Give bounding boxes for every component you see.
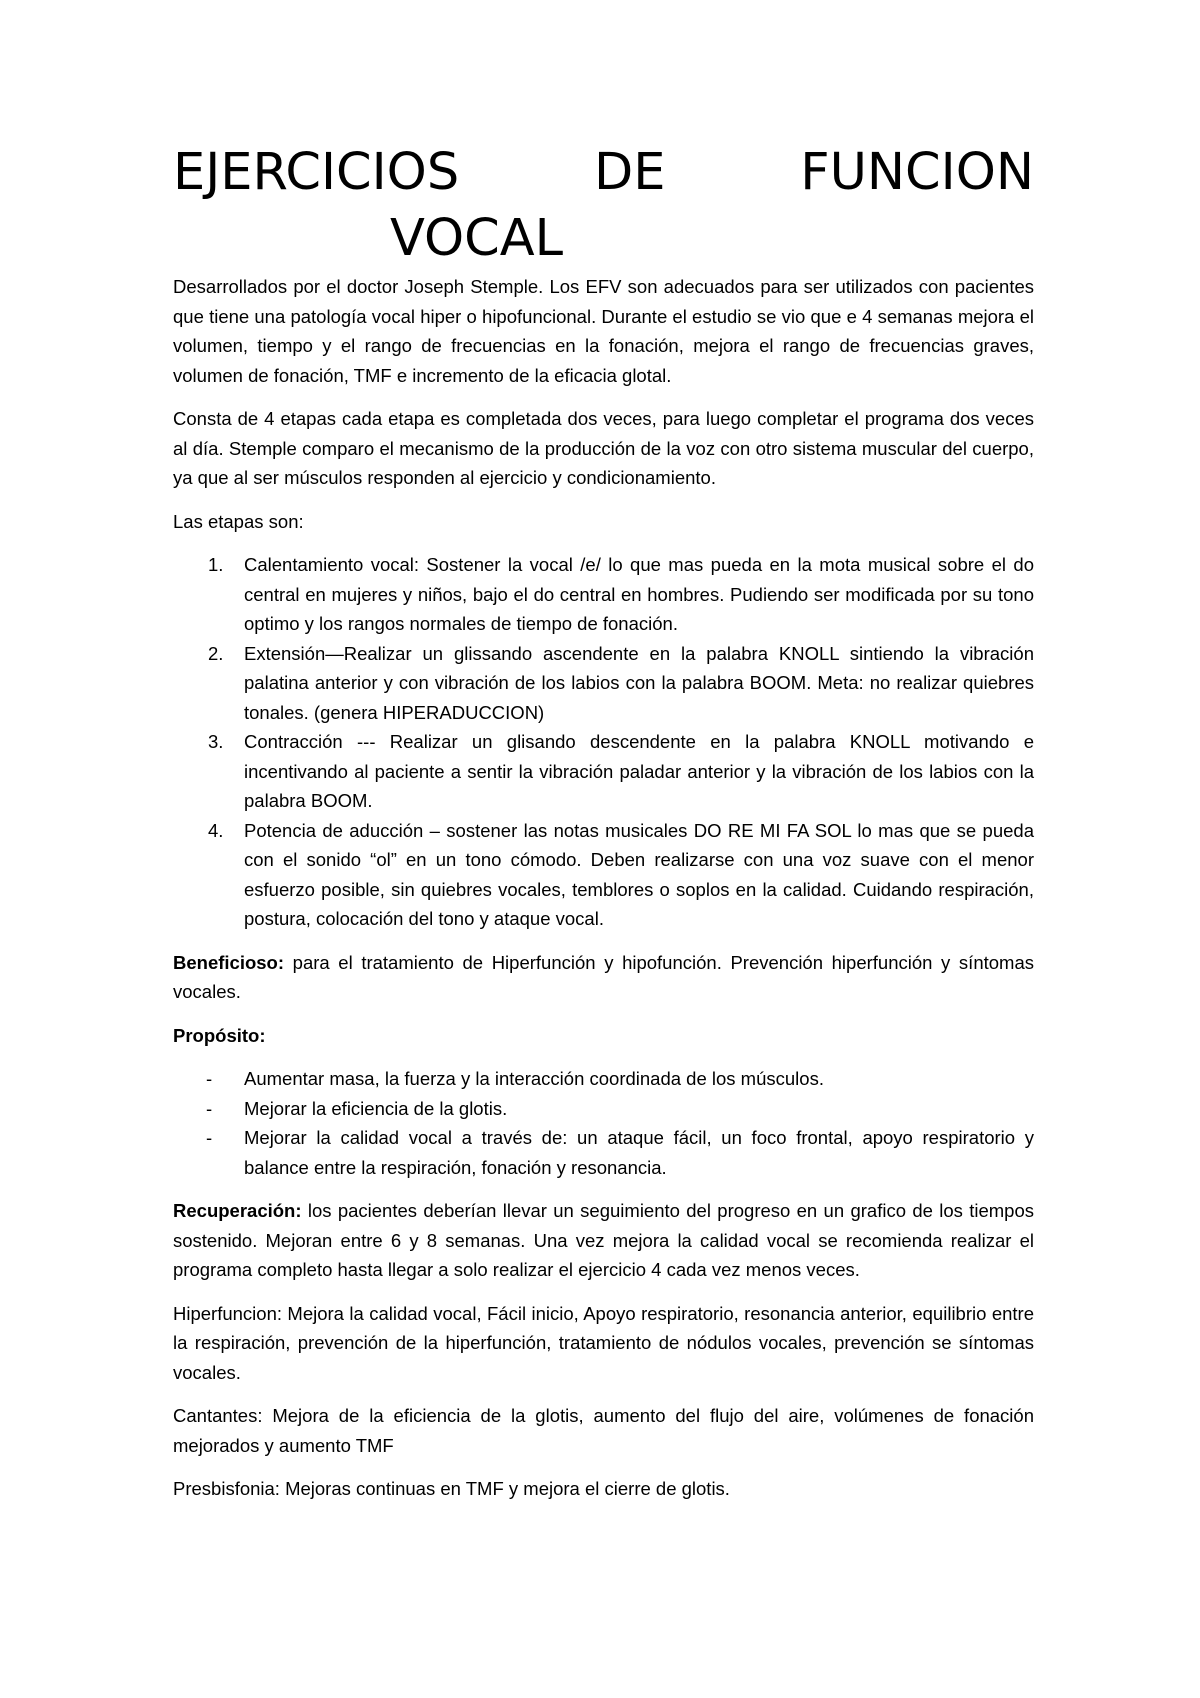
etapa-number: 1.	[208, 554, 224, 575]
list-dash: -	[206, 1068, 213, 1089]
beneficioso-text: para el tratamiento de Hiperfunción y hipofunción. Prevención hiperfunción y síntomas vocales.	[173, 951, 1034, 1002]
proposito-item	[173, 1064, 1034, 1094]
consta-paragraph: Consta de 4 etapas cada etapa es completada dos veces, para luego completar el programa dos veces al día. Stemple comparo el mecanismo de la producción de la voz con otro sistema muscular del cuerpo, ya que al ser músculos responden al ejercicio y condicionamiento.	[173, 408, 1034, 488]
proposito-text: Mejorar la eficiencia de la glotis.	[244, 1097, 508, 1119]
title-word-de: DE	[593, 143, 666, 202]
etapa-number: 3.	[208, 731, 224, 752]
proposito-list	[173, 1064, 1034, 1182]
title-line-1	[173, 140, 1034, 206]
title-line-2: VOCAL	[390, 209, 564, 268]
etapa-text: Contracción --- Realizar un glisando descendente en la palabra KNOLL motivando e incentivando al paciente a sentir la vibración paladar anterior y la vibración de los labios con la palabra BOOM.	[244, 731, 1034, 811]
proposito-heading	[173, 1021, 1034, 1051]
etapa-item	[173, 816, 1034, 934]
beneficioso-label: Beneficioso:	[173, 951, 285, 973]
title-word-ejercicios: EJERCICIOS	[173, 143, 460, 202]
etapa-number: 4.	[208, 819, 224, 841]
proposito-label: Propósito:	[173, 1024, 266, 1046]
proposito-item	[173, 1094, 1034, 1124]
hiperfuncion-paragraph: Hiperfuncion: Mejora la calidad vocal, Fácil inicio, Apoyo respiratorio, resonancia anterior, equilibrio entre la respiración, prevención de la hiperfunción, tratamiento de nódulos vocales, prevención se síntomas vocales.	[173, 1302, 1034, 1383]
recuperacion-paragraph	[173, 1196, 1034, 1285]
etapa-number: 2.	[208, 642, 224, 664]
proposito-item	[173, 1123, 1034, 1182]
intro-paragraph: Desarrollados por el doctor Joseph Stemple. Los EFV son adecuados para ser utilizados con pacientes que tiene una patología vocal hiper o hipofuncional. Durante el estudio se vio que e 4 semanas mejora el volumen, tiempo y el rango de frecuencias en la fonación, mejora el rango de frecuencias graves, volumen de fonación, TMF e incremento de la eficacia glotal.	[173, 276, 1034, 386]
presbisfonia-paragraph: Presbisfonia: Mejoras continuas en TMF y mejora el cierre de glotis.	[173, 1478, 730, 1499]
proposito-text: Aumentar masa, la fuerza y la interacción coordinada de los músculos.	[244, 1068, 824, 1089]
etapa-text: Calentamiento vocal: Sostener la vocal /e/ lo que mas pueda en la mota musical sobre el do central en mujeres y niños, bajo el do central en hombres. Pudiendo ser modificada por su tono optimo y los rangos normales de tiempo de fonación.	[244, 554, 1034, 634]
title-word-funcion: FUNCION	[800, 143, 1034, 202]
etapas-list	[173, 550, 1034, 934]
etapa-text: Extensión—Realizar un glissando ascendente en la palabra KNOLL sintiendo la vibración palatina anterior y con vibración de los labios con la palabra BOOM. Meta: no realizar quiebres tonales. (genera HIPERADUCCION)	[244, 642, 1034, 723]
etapas-intro: Las etapas son:	[173, 510, 304, 532]
list-dash: -	[206, 1127, 213, 1148]
beneficioso-paragraph	[173, 948, 1034, 1007]
etapa-item	[173, 727, 1034, 816]
proposito-text: Mejorar la calidad vocal a través de: un ataque fácil, un foco frontal, apoyo respiratorio y balance entre la respiración, fonación y resonancia.	[244, 1127, 1034, 1178]
list-dash: -	[206, 1097, 213, 1119]
document-content	[173, 140, 1034, 1518]
cantantes-paragraph: Cantantes: Mejora de la eficiencia de la glotis, aumento del flujo del aire, volúmenes de fonación mejorados y aumento TMF	[173, 1405, 1034, 1456]
etapa-item	[173, 550, 1034, 639]
document-title	[173, 140, 1034, 272]
etapa-text: Potencia de aducción – sostener las notas musicales DO RE MI FA SOL lo mas que se pueda con el sonido “ol” en un tono cómodo. Deben realizarse con una voz suave con el menor esfuerzo posible, sin quiebres vocales, temblores o soplos en la calidad. Cuidando respiración, postura, colocación del tono y ataque vocal.	[244, 819, 1034, 929]
etapa-item	[173, 639, 1034, 728]
recuperacion-label: Recuperación:	[173, 1200, 302, 1221]
recuperacion-text: los pacientes deberían llevar un seguimiento del progreso en un grafico de los tiempos sostenido. Mejoran entre 6 y 8 semanas. Una vez mejora la calidad vocal se recomienda realizar el programa completo hasta llegar a solo realizar el ejercicio 4 cada vez menos veces.	[173, 1200, 1034, 1280]
